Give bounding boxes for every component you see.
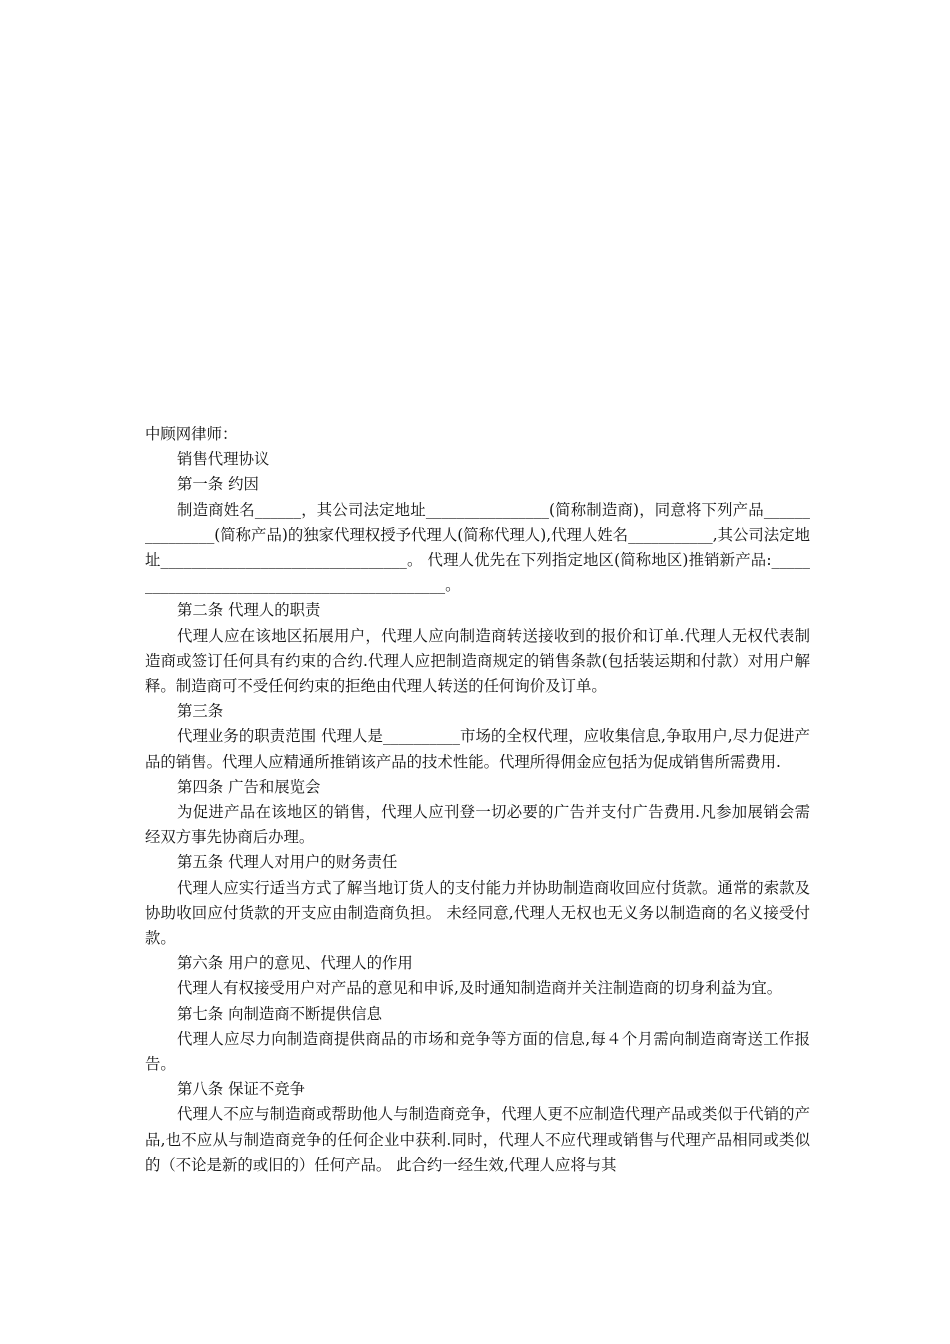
article-5-body: 代理人应实行适当方式了解当地订货人的支付能力并协助制造商收回应付货款。通常的索款及协助收回应付货款的开支应由制造商负担。 未经同意,代理人无权也无义务以制造商的名义接受付款。 (145, 878, 810, 948)
intro-line: 中顾网律师： (145, 425, 238, 443)
article-1-heading: 第一条 约因 (177, 475, 259, 494)
article-3-body: 代理业务的职责范围 代理人是__________市场的全权代理，应收集信息,争取用户,尽力促进产品的销售。代理人应精通所推销该产品的技术性能。代理所得佣金应包括为促成销售所需费用. (145, 727, 810, 771)
article-1-body: 制造商姓名______，其公司法定地址________________(简称制造商)，同意将下列产品_______________(简称产品)的独家代理权授予代理人(简称代理人),代理人姓名___________,其公司法定地址________________________________。 代理人优先在下列指定地区(简称地区)推销新产品:____________________________________________。 (145, 500, 810, 595)
article-2-heading: 第二条 代理人的职责 (177, 601, 321, 620)
article-4-heading: 第四条 广告和展览会 (177, 777, 321, 796)
document-body (145, 422, 810, 1178)
article-8-heading: 第八条 保证不竞争 (177, 1080, 306, 1099)
article-8-body: 代理人不应与制造商或帮助他人与制造商竞争，代理人更不应制造代理产品或类似于代销的产品,也不应从与制造商竞争的任何企业中获利.同时，代理人不应代理或销售与代理产品相同或类似的（不论是新的或旧的）任何产品。 此合约一经生效,代理人应将与其 (145, 1105, 810, 1174)
document-title: 销售代理协议 (177, 450, 270, 469)
article-7-body: 代理人应尽力向制造商提供商品的市场和竞争等方面的信息,每４个月需向制造商寄送工作报告。 (145, 1029, 810, 1074)
article-2-body: 代理人应在该地区拓展用户，代理人应向制造商转送接收到的报价和订单.代理人无权代表制造商或签订任何具有约束的合约.代理人应把制造商规定的销售条款(包括装运期和付款）对用户解释。制造商可不受任何约束的拒绝由代理人转送的任何询价及订单。 (145, 626, 810, 696)
article-6-heading: 第六条 用户的意见、代理人的作用 (177, 954, 413, 973)
article-6-body: 代理人有权接受用户对产品的意见和申诉,及时通知制造商并关注制造商的切身利益为宜。 (177, 979, 783, 998)
article-3-heading: 第三条 (177, 702, 224, 721)
article-4-body: 为促进产品在该地区的销售，代理人应刊登一切必要的广告并支付广告费用.凡参加展销会需经双方事先协商后办理。 (145, 803, 810, 847)
article-5-heading: 第五条 代理人对用户的财务责任 (177, 853, 398, 872)
article-7-heading: 第七条 向制造商不断提供信息 (177, 1004, 382, 1023)
